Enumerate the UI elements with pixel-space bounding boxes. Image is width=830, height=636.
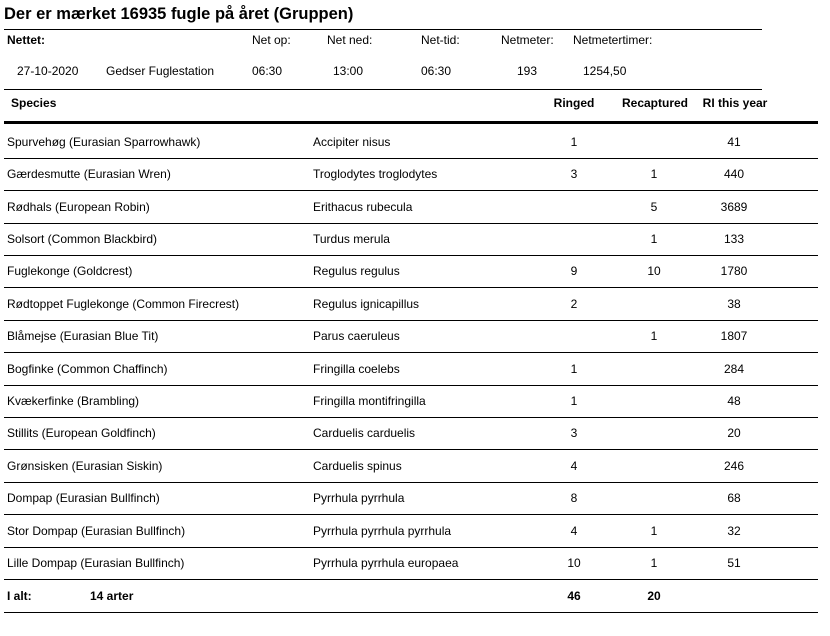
ri-this-year-count: 41 <box>727 135 741 149</box>
net-ned-value: 13:00 <box>333 64 364 78</box>
ringed-count: 2 <box>570 297 578 311</box>
net-tid-value: 06:30 <box>421 64 452 78</box>
latin-name: Pyrrhula pyrrhula europaea <box>313 556 459 570</box>
total-label: I alt: <box>7 589 32 603</box>
net-op-label: Net op: <box>252 33 291 47</box>
net-tid-label: Net-tid: <box>421 33 460 47</box>
total-recaptured: 20 <box>647 589 661 603</box>
table-row <box>0 548 830 580</box>
recaptured-count: 5 <box>650 200 658 214</box>
latin-name: Carduelis spinus <box>313 459 402 473</box>
table-row <box>0 483 830 515</box>
recaptured-count: 1 <box>650 524 658 538</box>
recaptured-count: 1 <box>650 232 658 246</box>
latin-name: Fringilla montifringilla <box>313 394 426 408</box>
total-species-count: 14 arter <box>90 589 134 603</box>
species-name: Fuglekonge (Goldcrest) <box>7 264 133 278</box>
table-row <box>0 451 830 483</box>
ringed-column-header: Ringed <box>553 96 595 110</box>
latin-name: Fringilla coelebs <box>313 362 400 376</box>
ri-this-year-count: 284 <box>723 362 745 376</box>
species-name: Blåmejse (Eurasian Blue Tit) <box>7 329 159 343</box>
row-divider <box>4 514 818 515</box>
ri-this-year-count: 440 <box>723 167 745 181</box>
recaptured-count: 1 <box>650 329 658 343</box>
latin-name: Regulus regulus <box>313 264 400 278</box>
ringed-count: 3 <box>570 167 578 181</box>
ri-this-year-column-header: RI this year <box>702 96 768 110</box>
ri-this-year-count: 51 <box>727 556 741 570</box>
species-name: Rødhals (European Robin) <box>7 200 150 214</box>
species-name: Kvækerfinke (Brambling) <box>7 394 140 408</box>
ri-this-year-count: 1780 <box>720 264 748 278</box>
latin-name: Erithacus rubecula <box>313 200 413 214</box>
table-row <box>0 321 830 353</box>
recaptured-column-header: Recaptured <box>621 96 689 110</box>
recaptured-count: 1 <box>650 556 658 570</box>
ringed-count: 4 <box>570 459 578 473</box>
row-divider <box>4 190 818 191</box>
table-row <box>0 192 830 224</box>
net-op-value: 06:30 <box>252 64 283 78</box>
latin-name: Pyrrhula pyrrhula <box>313 491 405 505</box>
latin-name: Regulus ignicapillus <box>313 297 420 311</box>
ri-this-year-count: 1807 <box>720 329 748 343</box>
netmeter-label: Netmeter: <box>501 33 554 47</box>
ringed-count: 10 <box>567 556 581 570</box>
latin-name: Pyrrhula pyrrhula pyrrhula <box>313 524 452 538</box>
nettet-label: Nettet: <box>7 33 45 47</box>
row-divider <box>4 449 818 450</box>
species-name: Spurvehøg (Eurasian Sparrowhawk) <box>7 135 201 149</box>
table-row <box>0 289 830 321</box>
divider <box>4 612 818 613</box>
ri-this-year-count: 68 <box>727 491 741 505</box>
netmetertimer-value: 1254,50 <box>583 64 627 78</box>
recaptured-count: 10 <box>647 264 661 278</box>
species-name: Bogfinke (Common Chaffinch) <box>7 362 168 376</box>
netmetertimer-label: Netmetertimer: <box>573 33 653 47</box>
page-title: Der er mærket 16935 fugle på året (Gruppen) <box>4 5 354 23</box>
ri-this-year-count: 38 <box>727 297 741 311</box>
row-divider <box>4 287 818 288</box>
divider <box>4 29 762 30</box>
species-name: Gærdesmutte (Eurasian Wren) <box>7 167 171 181</box>
recaptured-count: 1 <box>650 167 658 181</box>
station-value: Gedser Fuglestation <box>106 64 215 78</box>
row-divider <box>4 579 818 580</box>
species-name: Lille Dompap (Eurasian Bullfinch) <box>7 556 185 570</box>
latin-name: Troglodytes troglodytes <box>313 167 438 181</box>
ri-this-year-count: 133 <box>723 232 745 246</box>
ri-this-year-count: 3689 <box>720 200 748 214</box>
latin-name: Turdus merula <box>313 232 390 246</box>
ringed-count: 1 <box>570 135 578 149</box>
ri-this-year-count: 48 <box>727 394 741 408</box>
table-row <box>0 386 830 418</box>
species-column-header: Species <box>11 96 57 110</box>
table-row <box>0 418 830 450</box>
table-row <box>0 354 830 386</box>
table-row <box>0 159 830 191</box>
ri-this-year-count: 32 <box>727 524 741 538</box>
ringed-count: 3 <box>570 426 578 440</box>
species-name: Dompap (Eurasian Bullfinch) <box>7 491 160 505</box>
row-divider <box>4 352 818 353</box>
ringed-count: 8 <box>570 491 578 505</box>
header-divider <box>4 121 818 124</box>
date-value: 27-10-2020 <box>17 64 79 78</box>
species-name: Grønsisken (Eurasian Siskin) <box>7 459 163 473</box>
species-name: Stillits (European Goldfinch) <box>7 426 156 440</box>
species-name: Rødtoppet Fuglekonge (Common Firecrest) <box>7 297 240 311</box>
ringed-count: 4 <box>570 524 578 538</box>
species-name: Solsort (Common Blackbird) <box>7 232 158 246</box>
total-ringed: 46 <box>567 589 581 603</box>
ringed-count: 9 <box>570 264 578 278</box>
table-row <box>0 516 830 548</box>
ri-this-year-count: 20 <box>727 426 741 440</box>
ringed-count: 1 <box>570 362 578 376</box>
ringed-count: 1 <box>570 394 578 408</box>
table-row <box>0 127 830 159</box>
latin-name: Parus caeruleus <box>313 329 400 343</box>
ri-this-year-count: 246 <box>723 459 745 473</box>
netmeter-value: 193 <box>517 64 538 78</box>
table-row <box>0 224 830 256</box>
latin-name: Carduelis carduelis <box>313 426 416 440</box>
divider <box>4 89 762 90</box>
table-row <box>0 256 830 288</box>
net-ned-label: Net ned: <box>327 33 373 47</box>
latin-name: Accipiter nisus <box>313 135 391 149</box>
species-name: Stor Dompap (Eurasian Bullfinch) <box>7 524 186 538</box>
